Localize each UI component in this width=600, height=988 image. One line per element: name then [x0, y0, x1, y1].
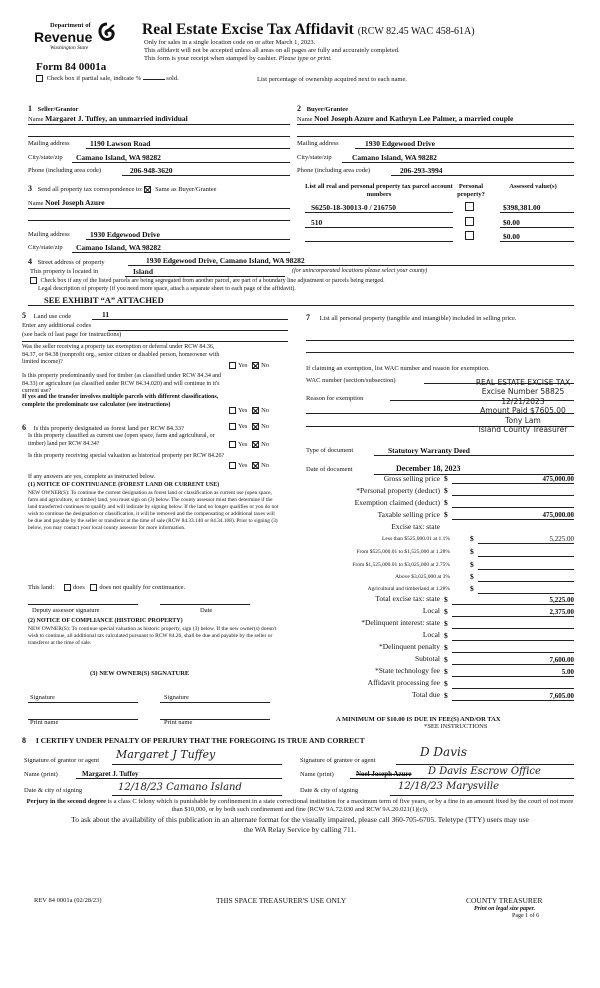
notice1-body: NEW OWNER(S): To continue the current designation as forest land or classification as current use (open space, farm and agriculture, or timber) land, you must sign on (3) below. The county assessor must then determine if the land transferred continues to qualify and will indicate by signing below. If the land no longer qualifies or you do not wish to continue the designation or classification, it will be removed and the compensating or additional taxes will be due and payable by the seller or transferor at the time of sale (RCW 84.33.140 or 84.34.108). Prior to signing (3) below, you may contact your local county assessor for more information. [28, 490, 279, 531]
form-title-text: Real Estate Excise Tax Affidavit [142, 21, 354, 38]
tier4-dollar: $ [470, 572, 474, 581]
s6-q3-yes-checkbox[interactable] [229, 462, 236, 469]
delinq-local-label: Local [422, 630, 440, 639]
personal-dollar: $ [444, 486, 448, 495]
land-use-code[interactable]: 11 [102, 310, 110, 319]
grantee-date-city-label: Date & city of signing [300, 787, 359, 794]
local-label: Local [422, 606, 440, 615]
treasurer-stamp [468, 378, 578, 434]
total-due-label: Total due [411, 690, 440, 699]
delinq-local-dollar: $ [444, 631, 448, 640]
grantor-date-city[interactable]: 12/18/23 Camano Island [118, 782, 242, 793]
s5-q1-answer [229, 362, 269, 370]
buyer-num: 2 [297, 104, 301, 113]
s5-q2a: Is this property predominantly used for timber (as classified under RCW 84.34 and 84.33) or agriculture (as classified under RCW 84.34.020) and will continue in it's current use? [22, 373, 222, 394]
seller-name-row [28, 114, 188, 124]
personal-property-checkbox-1[interactable] [465, 202, 474, 211]
personal-property-checkbox-2[interactable] [465, 217, 474, 226]
s6-q3-yes: Yes [238, 462, 248, 469]
logo-line2: Revenue [34, 29, 93, 45]
tier3-label: From $1,525,000.01 to $3,025,000 at 2.75% [352, 562, 450, 568]
total-due-dollar: $ [444, 691, 448, 700]
land-use-label: Land use code [33, 313, 72, 320]
land-does-not-checkbox[interactable] [90, 584, 97, 591]
exemption-note: If claiming an exemption, list WAC number and reason for exemption. [306, 365, 490, 372]
logo-line1: Department of [50, 22, 91, 29]
local-value[interactable]: 2,375.00 [549, 608, 574, 616]
s5-q1: Was the seller receiving a property tax exemption or deferral under RCW 84.36, 84.37, or 84.38 (nonprofit org., senior citizen or disabled person, homeowner with limited income)? [22, 344, 220, 365]
processing-label: Affidavit processing fee [367, 678, 440, 687]
s6-q3-no: No [261, 462, 270, 469]
segregated-row [30, 277, 385, 285]
personal-property-checkbox-3[interactable] [465, 231, 474, 240]
tier1-label: Less than $525,000.01 at 1.1% [382, 536, 450, 542]
grantee-date-city[interactable]: 12/18/23 Marysville [398, 781, 500, 792]
stamp-line3: 12/21/2023 [501, 396, 545, 406]
doc-type[interactable]: Statutory Warranty Deed [388, 446, 470, 455]
local-dollar: $ [444, 607, 448, 616]
grantee-name-struck: Noel Joseph Azure [356, 770, 412, 778]
seller-num: 1 [28, 104, 32, 113]
owner-sig-label-2: Signature [164, 694, 189, 701]
personal-label: *Personal property (deduct) [356, 486, 440, 495]
seller-phone-label: Phone (including area code) [28, 167, 102, 174]
buyer-phone[interactable]: 206-293-3994 [400, 166, 443, 175]
buyer-city[interactable]: Camano Island, WA 98282 [352, 153, 437, 162]
certify-heading [22, 736, 365, 746]
land-use-row [22, 311, 71, 321]
seller-phone[interactable]: 206-948-3620 [130, 166, 173, 175]
parcels-col3: Assessed value(s) [509, 183, 557, 190]
sig-grantee-label: Signature of grantee or agent [300, 757, 376, 764]
dor-logo [32, 20, 122, 60]
land-does-checkbox[interactable] [64, 584, 71, 591]
delinq-penalty-dollar: $ [444, 643, 448, 652]
delinq-interest-dollar: $ [444, 619, 448, 628]
stamp-line4: Amount Paid $7605.00 [480, 406, 566, 416]
alt-format-text: To ask about the availability of this publication in an alternate format for the visually impaired, please call 360-705-6705. Teletype (TTY) users may use the WA Relay Service by calling 711. [71, 815, 529, 835]
s6-q2-no-checkbox[interactable] [252, 441, 259, 448]
footer-rev: REV 84 0001a (02/28/23) [34, 897, 102, 904]
stamp-line5: Tony Lam [505, 415, 541, 425]
property-num: 4 [28, 257, 32, 266]
owner-print-label-1: Print name [30, 719, 59, 726]
partial-sale-checkbox[interactable] [36, 75, 43, 82]
s6-q3-no-checkbox[interactable] [252, 462, 259, 469]
perjury-bold: Perjury in the second degree [26, 798, 106, 805]
footer-county: COUNTY TREASURER [466, 896, 543, 905]
s6-q1: Is this property designated as forest land per RCW 84.33? [33, 425, 185, 432]
ag-label: Agricultural and timberland at 1.28% [367, 586, 450, 592]
this-land-label: This land: [28, 584, 55, 591]
buyer-name[interactable]: Noel Joseph Azure and Kathryn Lee Palmer, a married couple [314, 114, 514, 123]
see-back-label: (see back of last page for instructions) [22, 331, 122, 338]
corr-name-label: Name [28, 200, 44, 207]
grantor-name-label: Name (print) [24, 771, 58, 778]
form-title [142, 21, 475, 40]
tier1-dollar: $ [470, 534, 474, 543]
seller-mailing-label: Mailing address [28, 140, 70, 147]
correspondence-row [28, 184, 216, 194]
section7-text: List all personal property (tangible and intangible) included in selling price. [319, 315, 517, 322]
s5-q2-no-checkbox[interactable] [252, 407, 259, 414]
buyer-mailing[interactable]: 1930 Edgewood Drive [365, 139, 435, 148]
buyer-mailing-label: Mailing address [297, 140, 339, 147]
assessed-value-1[interactable]: $398,381.00 [503, 203, 541, 212]
header-note3-italic: Please type or print. [278, 55, 332, 62]
certify-heading-text: I CERTIFY UNDER PENALTY OF PERJURY THAT THE FOREGOING IS TRUE AND CORRECT [35, 736, 365, 745]
section6-num: 6 [22, 423, 26, 432]
notice2-title: (2) NOTICE OF COMPLIANCE (HISTORIC PROPERTY) [28, 618, 183, 624]
reason-label: Reason for exemption [306, 395, 364, 402]
sig-grantor[interactable]: Margaret J Tuffey [116, 748, 216, 761]
s5-q1-no-checkbox[interactable] [252, 362, 259, 369]
tier2-label: From $525,000.01 to $1,525,000 at 1.28% [356, 549, 450, 555]
s6-q1-no: No [261, 423, 270, 430]
buyer-name-row [297, 114, 513, 124]
correspondence-num: 3 [28, 184, 32, 193]
dor-swirl-icon [96, 22, 118, 46]
s6-q1-row [22, 423, 184, 433]
s6-q1-yes: Yes [238, 423, 248, 430]
header-note3 [144, 55, 332, 63]
minimum-note: A MINIMUM OF $10.00 IS DUE IN FEE(S) AND/OR TAX [336, 716, 501, 723]
corr-city-label: City/state/zip [28, 244, 63, 251]
owner-print-label-2: Print name [164, 719, 193, 726]
tier4-label: Above $3,025,000 at 3% [395, 574, 450, 580]
s5-q2-yes-checkbox[interactable] [229, 407, 236, 414]
seller-city-label: City/state/zip [28, 154, 63, 161]
parcel-number-2[interactable]: 510 [311, 218, 323, 227]
gross-label: Gross selling price [383, 474, 440, 483]
s6-q2-answer [229, 441, 269, 449]
header-note3-text: This form is your receipt when stamped by cashier. [144, 55, 278, 62]
seller-city[interactable]: Camano Island, WA 98282 [76, 153, 161, 162]
partial-sale-row [36, 75, 179, 83]
corr-mailing[interactable]: 1930 Edgewood Drive [90, 230, 160, 239]
legal-exhibit[interactable]: SEE EXHIBIT “A” ATTACHED [44, 295, 164, 305]
segregated-label: Check box if any of the listed parcels are being segregated from another parcel, are part of a boundary line adjustment or parcels being merged. [40, 277, 385, 284]
grantor-name[interactable]: Margaret J. Tuffey [82, 770, 139, 778]
doc-date-label: Date of document [306, 466, 353, 473]
form-number: Form 84 0001a [36, 61, 107, 73]
perjury-text [24, 798, 576, 814]
s6-q1-no-checkbox[interactable] [252, 423, 259, 430]
s6-q2-yes-checkbox[interactable] [229, 441, 236, 448]
subtotal-label: Subtotal [414, 654, 440, 663]
correspondence-text: Send all property tax correspondence to: [37, 186, 143, 193]
grantee-name[interactable]: D Davis Escrow Office [428, 766, 541, 777]
notice2-body: NEW OWNER(S): To continue special valuation as historic property, sign (3) below. If the new owner(s) doesn't wish to continue, all additional tax calculated pursuant to RCW 84.26, shall be due and payable by the seller or transferor at the time of sale. [28, 626, 277, 647]
s5-q1-yes: Yes [238, 362, 248, 369]
ag-dollar: $ [470, 584, 474, 593]
exemption-label: Exemption claimed (deduct) [354, 498, 440, 507]
exemption-dollar: $ [444, 498, 448, 507]
delinq-interest-label: *Delinquent interest: state [361, 618, 440, 627]
assessed-value-3[interactable]: $0.00 [503, 232, 520, 241]
partial-sale-label: Check box if partial sale, indicate % [46, 75, 142, 82]
property-unincorporated-note: (for unincorporated locations please select your county) [292, 268, 428, 274]
total-due-value[interactable]: 7,605.00 [549, 692, 574, 700]
sig-grantor-label: Signature of grantor or agent [24, 757, 100, 764]
property-street-label: Street address of property [37, 259, 105, 266]
perjury-body: is a class C felony which is punishable by confinement in a state correctional institution for a maximum term of five years, or by a fine in an amount fixed by the court of not more than $10,000, or by both such confinement and fine (RCW 9A.72.030 and RCW 9A.20.021(1)(c)). [105, 798, 574, 814]
footer-legal-paper: Print on legal size paper. [474, 906, 536, 912]
taxable-label: Taxable selling price [377, 510, 440, 519]
s5-q1-no: No [261, 362, 270, 369]
doc-date[interactable]: December 18, 2023 [396, 464, 461, 473]
owner-sig-label-1: Signature [30, 694, 55, 701]
buyer-heading [297, 104, 348, 114]
corr-mailing-label: Mailing address [28, 231, 70, 238]
land-does-not-label: does not qualify for continuance. [99, 584, 186, 591]
gross-value[interactable]: 475,000.00 [542, 475, 574, 483]
section7-row [306, 313, 574, 324]
seller-heading [28, 104, 78, 114]
excise-state-label: Excise tax: state [391, 522, 440, 531]
segregated-checkbox[interactable] [30, 277, 37, 284]
section5-num: 5 [22, 311, 26, 320]
processing-dollar: $ [444, 679, 448, 688]
legal-description-label: Legal description of property (if you need more space, attach a separate sheet to each page of the affidavit). [38, 286, 296, 292]
see-instructions: *SEE INSTRUCTIONS [424, 723, 488, 730]
s6-q2-no: No [261, 441, 270, 448]
footer-treasurer-only: THIS SPACE TREASURER'S USE ONLY [216, 896, 347, 905]
footer-page: Page 1 of 6 [512, 913, 540, 919]
subtotal-value[interactable]: 7,600.00 [549, 656, 574, 664]
s5-q1-yes-checkbox[interactable] [229, 362, 236, 369]
logo-line3: Washington State [50, 45, 89, 51]
s5-q2-no: No [261, 407, 270, 414]
parcels-col1: List all real and personal property tax parcel account numbers [305, 183, 453, 198]
s5-q2-answer [229, 407, 269, 415]
wac-label: WAC number (section/subsection) [306, 377, 396, 384]
parcels-col2: Personal property? [457, 183, 485, 198]
section7-num: 7 [306, 313, 310, 322]
form-title-rcw: (RCW 82.45 WAC 458-61A) [357, 26, 475, 37]
deputy-date-label: Date [200, 607, 213, 614]
seller-heading-text: Seller/Grantor [37, 106, 79, 113]
property-street-row [28, 257, 105, 267]
s6-q2: Is this property classified as current use (open space, farm and agricultural, or timber) land per RCW 84.34? [28, 433, 215, 447]
property-located-label: This property is located in [30, 268, 99, 275]
taxable-value[interactable]: 475,000.00 [542, 511, 574, 519]
buyer-name-label: Name [297, 116, 313, 123]
tech-fee-value[interactable]: 5.00 [561, 668, 574, 676]
property-located[interactable]: Island [133, 267, 154, 276]
s6-q1-yes-checkbox[interactable] [229, 423, 236, 430]
tech-fee-dollar: $ [444, 667, 448, 676]
deputy-sig-label: Deputy assessor signature [32, 607, 100, 614]
same-as-buyer-label: Same as Buyer/Grantee [155, 186, 217, 193]
assessed-value-2[interactable]: $0.00 [503, 218, 520, 227]
partial-sale-sold: sold. [166, 75, 179, 82]
notice1-title: (1) NOTICE OF CONTINUANCE (FOREST LAND OR CURRENT USE) [28, 482, 220, 488]
certify-num: 8 [22, 736, 26, 745]
s6-if-yes: If any answers are yes, complete as instructed below. [28, 474, 156, 480]
ownership-note: List percentage of ownership acquired next to each name. [257, 76, 407, 83]
sig-grantee[interactable]: D Davis [420, 745, 467, 759]
corr-name[interactable]: Noel Joseph Azure [45, 198, 105, 207]
delinq-penalty-label: *Delinquent penalty [378, 642, 440, 651]
total-state-value[interactable]: 5,225.00 [549, 596, 574, 604]
s6-q2-yes: Yes [238, 441, 248, 448]
grantor-date-city-label: Date & city of signing [24, 787, 83, 794]
same-as-buyer-checkbox[interactable] [144, 186, 151, 193]
taxable-dollar: $ [444, 510, 448, 519]
corr-name-row [28, 198, 105, 208]
additional-codes-label: Enter any additional codes [22, 322, 92, 329]
property-street[interactable]: 1930 Edgewood Drive, Camano Island, WA 98282 [146, 256, 305, 265]
total-state-label: Total excise tax: state [375, 594, 440, 603]
land-does-label: does [72, 584, 85, 591]
total-state-dollar: $ [444, 595, 448, 604]
tier3-dollar: $ [470, 560, 474, 569]
seller-name-label: Name [28, 116, 44, 123]
header-note2: This affidavit will not be accepted unless all areas on all pages are fully and accurately completed. [144, 47, 400, 54]
new-owner-sig-heading: (3) NEW OWNER(S) SIGNATURE [90, 670, 190, 677]
buyer-city-label: City/state/zip [297, 154, 332, 161]
buyer-phone-label: Phone (including area code) [297, 167, 371, 174]
parcel-number-1[interactable]: S6250-18-30013-0 / 216750 [311, 203, 396, 212]
tech-fee-label: *State technology fee [375, 666, 440, 675]
corr-city[interactable]: Camano Island, WA 98282 [76, 243, 161, 252]
doc-type-label: Type of document [306, 447, 354, 454]
subtotal-dollar: $ [444, 655, 448, 664]
gross-dollar: $ [444, 474, 448, 483]
stamp-line1: REAL ESTATE EXCISE TAX [475, 378, 571, 387]
tier1-value[interactable]: 5,225.00 [549, 535, 574, 543]
s6-q1-answer [229, 423, 269, 431]
grantee-name-label: Name (print) [300, 771, 334, 778]
seller-name[interactable]: Margaret J. Tuffey, an unmarried individual [45, 114, 188, 123]
s5-q2-yes: Yes [238, 407, 248, 414]
s6-q3: Is this property receiving special valuation as historical property per RCW 84.26? [28, 453, 225, 459]
s6-q3-answer [229, 462, 269, 470]
seller-mailing[interactable]: 1190 Lawson Road [90, 139, 151, 148]
tier2-dollar: $ [470, 547, 474, 556]
header-note1: Only for sales in a single location code on or after March 1, 2023. [144, 39, 316, 46]
this-land-row [28, 584, 185, 592]
s5-q2b: If yes and the transfer involves multiple parcels with different classifications, complete the predominate use calculator (see instructions) [22, 394, 219, 408]
buyer-heading-text: Buyer/Grantee [306, 106, 349, 113]
stamp-line6: Island County Treasurer [478, 424, 568, 434]
stamp-line2: Excise Number 58825 [481, 387, 565, 397]
